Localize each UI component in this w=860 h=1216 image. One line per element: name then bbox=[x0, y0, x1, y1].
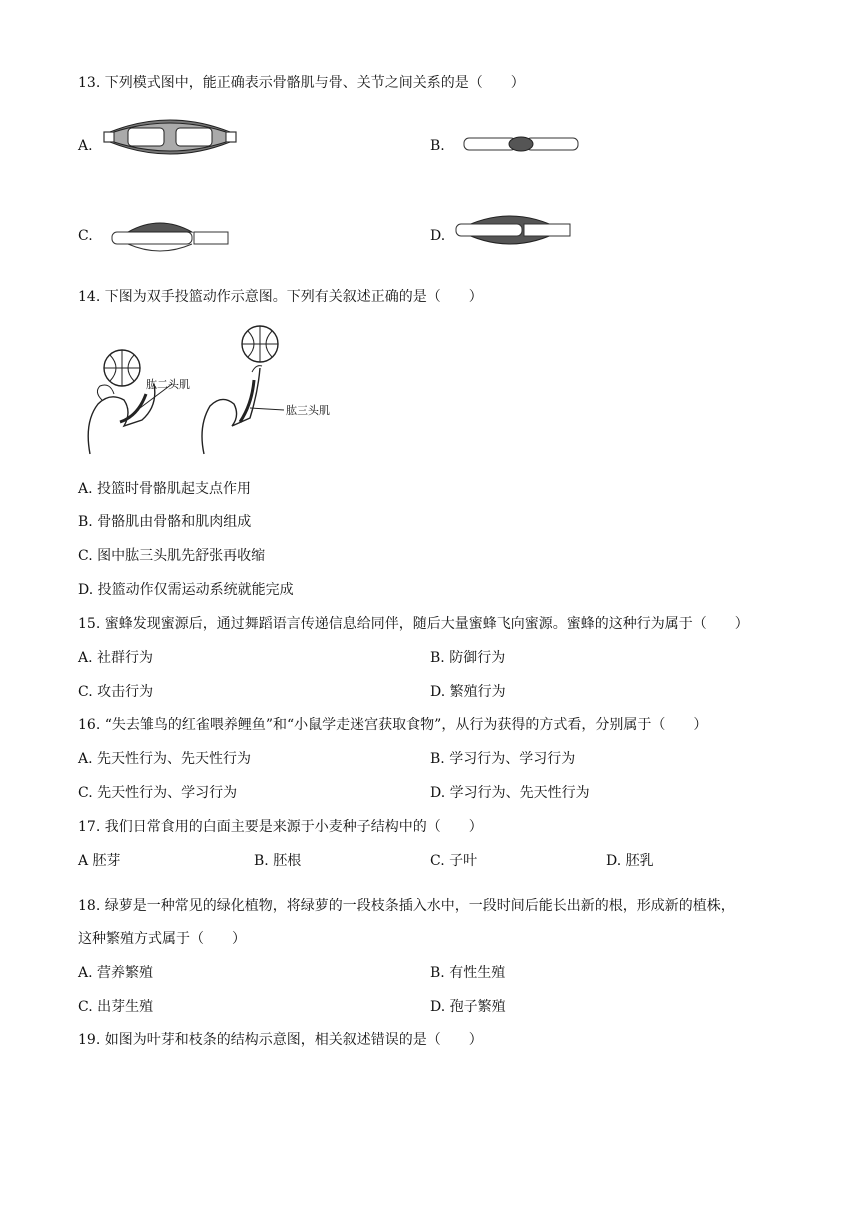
q13-option-a-label[interactable]: A. bbox=[78, 138, 93, 154]
q14-option-d[interactable]: D. 投篮动作仅需运动系统就能完成 bbox=[78, 582, 294, 598]
q18-stem-line2: 这种繁殖方式属于（ ） bbox=[78, 931, 246, 947]
q17-option-a[interactable]: A 胚芽 bbox=[78, 853, 121, 869]
q18-option-c[interactable]: C. 出芽生殖 bbox=[78, 999, 154, 1015]
q16-option-a[interactable]: A. 先天性行为、先天性行为 bbox=[78, 751, 252, 767]
q16-stem: 16. “失去雏鸟的红雀喂养鲤鱼”和“小鼠学走迷宫获取食物”，从行为获得的方式看，分别属于（ ） bbox=[78, 717, 708, 733]
q13-figure-b bbox=[460, 132, 586, 158]
q16-option-d[interactable]: D. 学习行为、先天性行为 bbox=[430, 785, 590, 801]
label-biceps: 肱二头肌 bbox=[146, 378, 190, 391]
q14-stem: 14. 下图为双手投篮动作示意图。下列有关叙述正确的是（ ） bbox=[78, 289, 483, 305]
q14-figure-basketball bbox=[80, 322, 330, 462]
q17-option-c[interactable]: C. 子叶 bbox=[430, 853, 478, 869]
q17-option-b[interactable]: B. 胚根 bbox=[254, 853, 302, 869]
q18-option-a[interactable]: A. 营养繁殖 bbox=[78, 965, 154, 981]
q15-stem: 15. 蜜蜂发现蜜源后，通过舞蹈语言传递信息给同伴，随后大量蜜蜂飞向蜜源。蜜蜂的这种行为属于（ ） bbox=[78, 616, 749, 632]
q16-option-c[interactable]: C. 先天性行为、学习行为 bbox=[78, 785, 238, 801]
q17-option-d[interactable]: D. 胚乳 bbox=[606, 853, 654, 869]
q18-option-d[interactable]: D. 孢子繁殖 bbox=[430, 999, 506, 1015]
q15-option-a[interactable]: A. 社群行为 bbox=[78, 650, 154, 666]
q13-option-b-label[interactable]: B. bbox=[430, 138, 445, 154]
q14-option-c[interactable]: C. 图中肱三头肌先舒张再收缩 bbox=[78, 548, 266, 564]
q13-option-c-label[interactable]: C. bbox=[78, 228, 93, 244]
q15-option-d[interactable]: D. 繁殖行为 bbox=[430, 684, 506, 700]
q16-option-b[interactable]: B. 学习行为、学习行为 bbox=[430, 751, 576, 767]
q13-figure-c bbox=[108, 218, 230, 254]
q14-option-b[interactable]: B. 骨骼肌由骨骼和肌肉组成 bbox=[78, 514, 252, 530]
q13-option-d-label[interactable]: D. bbox=[430, 228, 446, 244]
q14-option-a[interactable]: A. 投篮时骨骼肌起支点作用 bbox=[78, 481, 252, 497]
q15-option-b[interactable]: B. 防御行为 bbox=[430, 650, 506, 666]
q18-stem-line1: 18. 绿萝是一种常见的绿化植物，将绿萝的一段枝条插入水中，一段时间后能长出新的根，形成新的植株， bbox=[78, 898, 735, 914]
q13-stem: 13. 下列模式图中，能正确表示骨骼肌与骨、关节之间关系的是（ ） bbox=[78, 75, 525, 91]
q18-option-b[interactable]: B. 有性生殖 bbox=[430, 965, 506, 981]
q13-figure-a bbox=[102, 112, 238, 164]
label-triceps: 肱三头肌 bbox=[286, 404, 330, 417]
q17-stem: 17. 我们日常食用的白面主要是来源于小麦种子结构中的（ ） bbox=[78, 819, 483, 835]
q13-figure-d bbox=[452, 208, 572, 254]
q15-option-c[interactable]: C. 攻击行为 bbox=[78, 684, 154, 700]
q19-stem: 19. 如图为叶芽和枝条的结构示意图，相关叙述错误的是（ ） bbox=[78, 1032, 483, 1048]
